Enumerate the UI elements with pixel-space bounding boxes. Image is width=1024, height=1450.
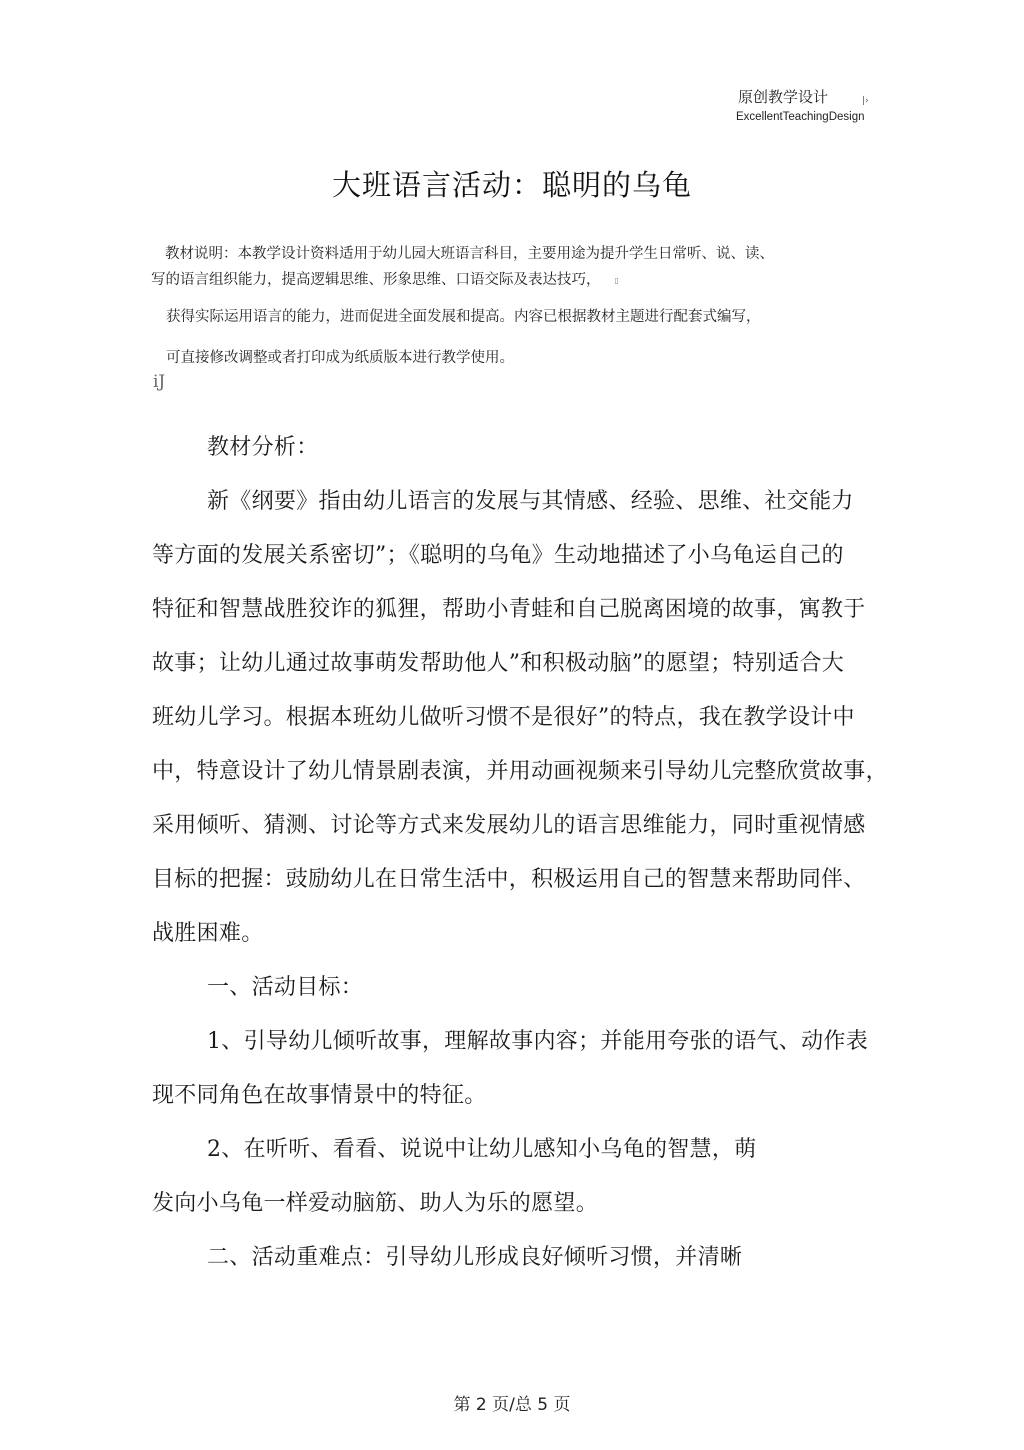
header-label-cn: 原创教学设计 xyxy=(738,88,829,106)
paragraph-line: 战胜困难。 xyxy=(152,921,264,946)
note-line xyxy=(151,268,619,289)
note-line-text: 写的语言组织能力，提高逻辑思维、形象思维、口语交际及表达技巧， xyxy=(151,272,601,288)
note-line: 获得实际运用语言的能力，进而促进全面发展和提高。内容已根据教材主题进行配套式编写， xyxy=(166,309,761,325)
header-mark: |› xyxy=(862,96,869,106)
paragraph-line: 1、引导幼儿倾听故事，理解故事内容；并能用夸张的语气、动作表 xyxy=(207,1029,868,1054)
paragraph-line: 现不同角色在故事情景中的特征。 xyxy=(152,1083,487,1108)
header-label-en: ExcellentTeachingDesign xyxy=(736,111,865,123)
page-header xyxy=(0,0,1024,140)
note-line: 可直接修改调整或者打印成为纸质版本进行教学使用。 xyxy=(166,350,514,366)
section-heading: 一、活动目标： xyxy=(207,975,364,1000)
note-line: 教材说明：本教学设计资料适用于幼儿园大班语言科目，主要用途为提升学生日常听、说、读、 xyxy=(165,246,774,262)
paragraph-line: 故事；让幼儿通过故事萌发帮助他人”和积极动脑”的愿望；特别适合大 xyxy=(152,651,845,676)
paragraph-line: 班幼儿学习。根据本班幼儿做听习惯不是很好”的特点，我在教学设计中 xyxy=(152,705,855,730)
paragraph-line: 中，特意设计了幼儿情景剧表演，并用动画视频来引导幼儿完整欣赏故事， xyxy=(152,759,888,784)
paragraph-line: 新《纲要》指由幼儿语言的发展与其情感、经验、思维、社交能力 xyxy=(207,489,854,514)
paragraph-line: 等方面的发展关系密切”；《聪明的乌龟》生动地描述了小乌龟运自己的 xyxy=(152,543,844,568)
paragraph-line: 目标的把握：豉励幼儿在日常生活中，积极运用自己的智慧来帮助同伴、 xyxy=(152,867,866,892)
paragraph-line: 发向小乌龟一样爱动脑筋、助人为乐的愿望。 xyxy=(152,1191,599,1216)
paragraph-line: 2、在听听、看看、说说中让幼儿感知小乌龟的智慧，萌 xyxy=(207,1137,757,1162)
paragraph-line: 采用倾听、猜测、讨论等方式来发展幼儿的语言思维能力，同时重视情感 xyxy=(152,813,866,838)
section-heading: 教材分析： xyxy=(207,435,319,460)
section-heading: 二、活动重难点：引导幼儿形成良好倾听习惯，并清晰 xyxy=(207,1245,743,1270)
stray-mark: iJ xyxy=(153,372,166,392)
paragraph-line: 特征和智慧战胜狡诈的狐狸，帮助小青蛙和自己脱离困境的故事，寓教于 xyxy=(152,597,866,622)
page-number: 第 2 页/总 5 页 xyxy=(453,1395,571,1415)
note-mark: ▯ xyxy=(614,275,619,285)
document-title: 大班语言活动：聪明的乌龟 xyxy=(331,168,692,202)
